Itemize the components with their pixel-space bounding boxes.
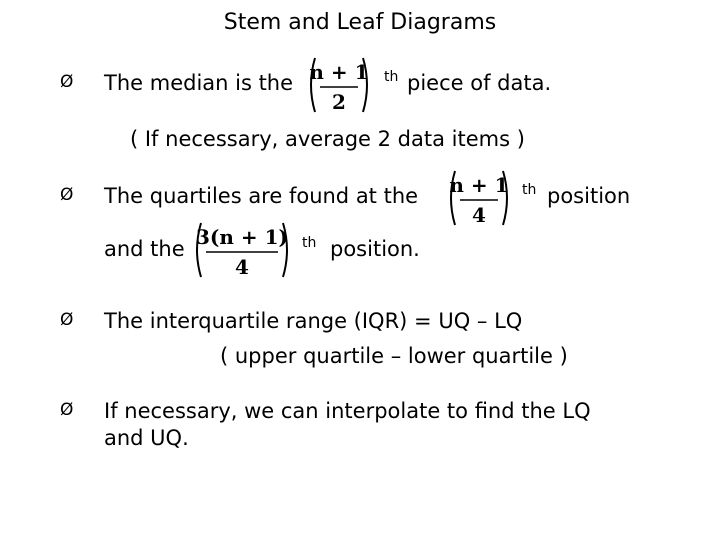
bullet-arrow-icon: Ø — [60, 310, 74, 330]
quartile-suffix-2: position. — [330, 237, 420, 261]
iqr-note: ( upper quartile – lower quartile ) — [220, 344, 568, 368]
quartile-fraction-1 — [446, 167, 512, 229]
interpolate-line-1: If necessary, we can interpolate to find the LQ — [104, 399, 591, 423]
median-fraction — [306, 54, 372, 116]
quartile-superscript-1: th — [522, 182, 537, 198]
median-superscript: th — [384, 69, 399, 85]
quartile-superscript-2: th — [302, 235, 317, 251]
page-title: Stem and Leaf Diagrams — [223, 10, 497, 35]
interpolate-line-2: and UQ. — [104, 426, 189, 450]
quartile-numerator-2: 3(n + 1) — [196, 225, 288, 249]
quartile-denominator-2: 4 — [235, 255, 249, 279]
median-denominator: 2 — [332, 90, 346, 114]
median-suffix: piece of data. — [407, 71, 552, 95]
bullet-arrow-icon: Ø — [60, 400, 74, 420]
iqr-text: The interquartile range (IQR) = UQ – LQ — [104, 309, 523, 333]
median-prefix: The median is the — [104, 71, 294, 95]
bullet-arrow-icon: Ø — [60, 72, 74, 92]
bullet-arrow-icon: Ø — [60, 185, 74, 205]
quartile-suffix-1: position — [547, 184, 631, 208]
quartiles-line2-prefix: and the — [104, 237, 185, 261]
quartile-numerator-1: n + 1 — [449, 173, 509, 197]
quartile-fraction-2 — [192, 219, 292, 281]
median-numerator: n + 1 — [309, 60, 369, 84]
quartile-denominator-1: 4 — [472, 203, 486, 227]
median-note: ( If necessary, average 2 data items ) — [130, 127, 525, 151]
quartiles-prefix: The quartiles are found at the — [104, 184, 419, 208]
